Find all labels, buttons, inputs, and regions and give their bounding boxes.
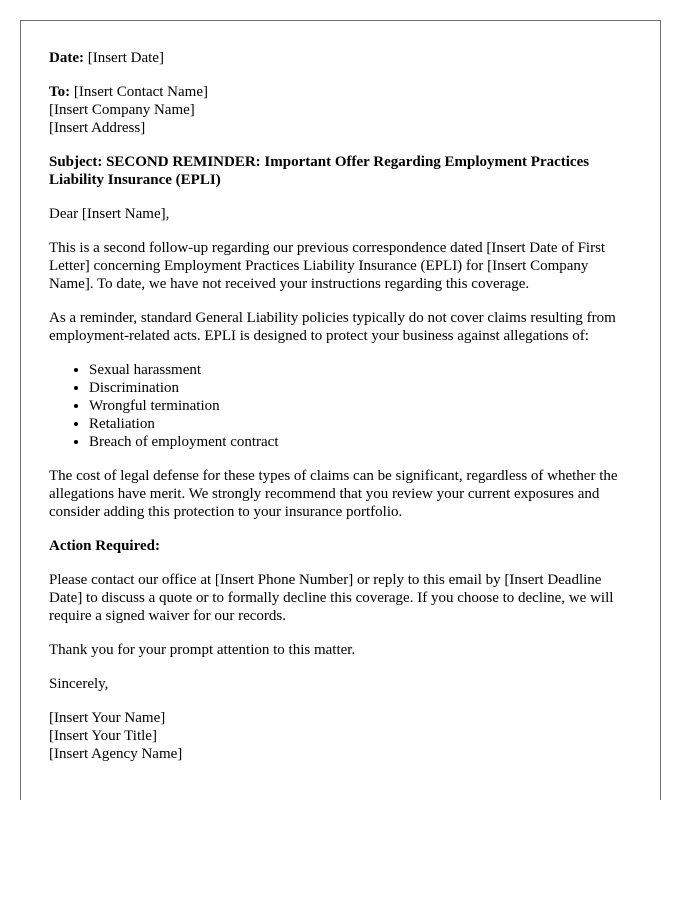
signoff: Sincerely,: [49, 676, 109, 692]
date-value: [Insert Date]: [87, 50, 164, 66]
salutation: Dear [Insert Name],: [49, 206, 170, 222]
allegations-list: [49, 361, 632, 451]
subject-line: Subject: SECOND REMINDER: Important Offer Regarding Employment Practices Liability Insurance (EPLI): [49, 154, 590, 188]
paragraph-reminder: As a reminder, standard General Liability policies typically do not cover claims resulting from employment-related acts. EPLI is designed to protect your business against allegations of:: [49, 310, 616, 344]
recipient-block: [49, 83, 632, 137]
signature-block: [49, 709, 632, 763]
list-item: • Wrongful termination: [89, 397, 632, 415]
recipient-label: To:: [49, 84, 71, 100]
date-label: Date:: [49, 50, 84, 66]
sender-agency: [Insert Agency Name]: [49, 746, 183, 762]
list-item: • Breach of employment contract: [89, 433, 632, 451]
recipient-address: [Insert Address]: [49, 120, 146, 136]
sender-name: [Insert Your Name]: [49, 710, 166, 726]
paragraph-followup: This is a second follow-up regarding our previous correspondence dated [Insert Date of First Letter] concerning Employment Practices Liability Insurance (EPLI) for [Insert Company Name]. To date, we have not received your instructions regarding this coverage.: [49, 240, 606, 292]
date-line: [49, 49, 632, 67]
paragraph-thanks: Thank you for your prompt attention to this matter.: [49, 642, 356, 658]
sender-title: [Insert Your Title]: [49, 728, 157, 744]
list-item: • Discrimination: [89, 379, 632, 397]
letter-page: [20, 20, 661, 800]
recipient-company: [Insert Company Name]: [49, 102, 195, 118]
recipient-name: [Insert Contact Name]: [73, 84, 208, 100]
list-item: • Retaliation: [89, 415, 632, 433]
list-item: • Sexual harassment: [89, 361, 632, 379]
paragraph-action: Please contact our office at [Insert Phone Number] or reply to this email by [Insert Deadline Date] to discuss a quote or to formally decline this coverage. If you choose to decline, we will require a signed waiver for our records.: [49, 572, 614, 624]
paragraph-cost: The cost of legal defense for these types of claims can be significant, regardless of whether the allegations have merit. We strongly recommend that you review your current exposures and consider adding this protection to your insurance portfolio.: [49, 468, 618, 520]
action-heading: Action Required:: [49, 538, 160, 554]
